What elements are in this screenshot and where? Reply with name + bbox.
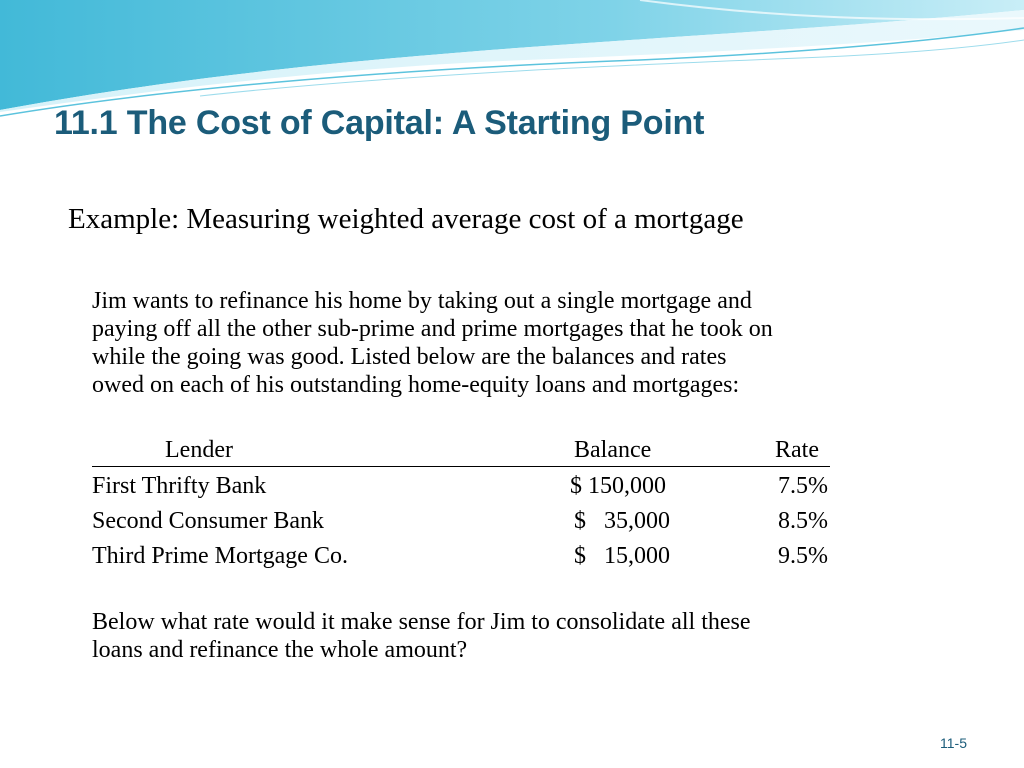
table-row [92,473,852,508]
question-line: Below what rate would it make sense for Jim to consolidate all these [92,609,751,635]
balance-cell: $ 35,000 [574,508,670,534]
rate-column-header: Rate [775,437,819,463]
balance-cell: $ 150,000 [570,473,666,499]
slide-number: 11-5 [940,735,967,751]
lender-column-header: Lender [165,437,233,463]
paragraph-line: owed on each of his outstanding home-equity loans and mortgages: [92,372,740,398]
balance-cell: $ 15,000 [574,543,670,569]
paragraph-line: Jim wants to refinance his home by taking out a single mortgage and [92,288,752,314]
rate-cell: 8.5% [778,508,828,534]
paragraph-line: while the going was good. Listed below are the balances and rates [92,344,727,370]
table-row [92,508,852,543]
question-paragraph [92,608,972,664]
balance-column-header: Balance [574,437,652,463]
header-wave-decoration [0,0,1024,120]
table-header-row [92,437,830,467]
rate-cell: 7.5% [778,473,828,499]
lender-cell: Second Consumer Bank [92,508,324,534]
intro-paragraph [92,287,972,399]
lender-cell: First Thrifty Bank [92,473,267,499]
slide-title: 11.1 The Cost of Capital: A Starting Point [54,104,705,142]
loan-table [92,437,852,578]
table-row [92,543,852,578]
lender-cell: Third Prime Mortgage Co. [92,543,348,569]
question-line: loans and refinance the whole amount? [92,637,468,663]
example-heading: Example: Measuring weighted average cost of a mortgage [68,203,744,235]
paragraph-line: paying off all the other sub-prime and prime mortgages that he took on [92,316,773,342]
rate-cell: 9.5% [778,543,828,569]
